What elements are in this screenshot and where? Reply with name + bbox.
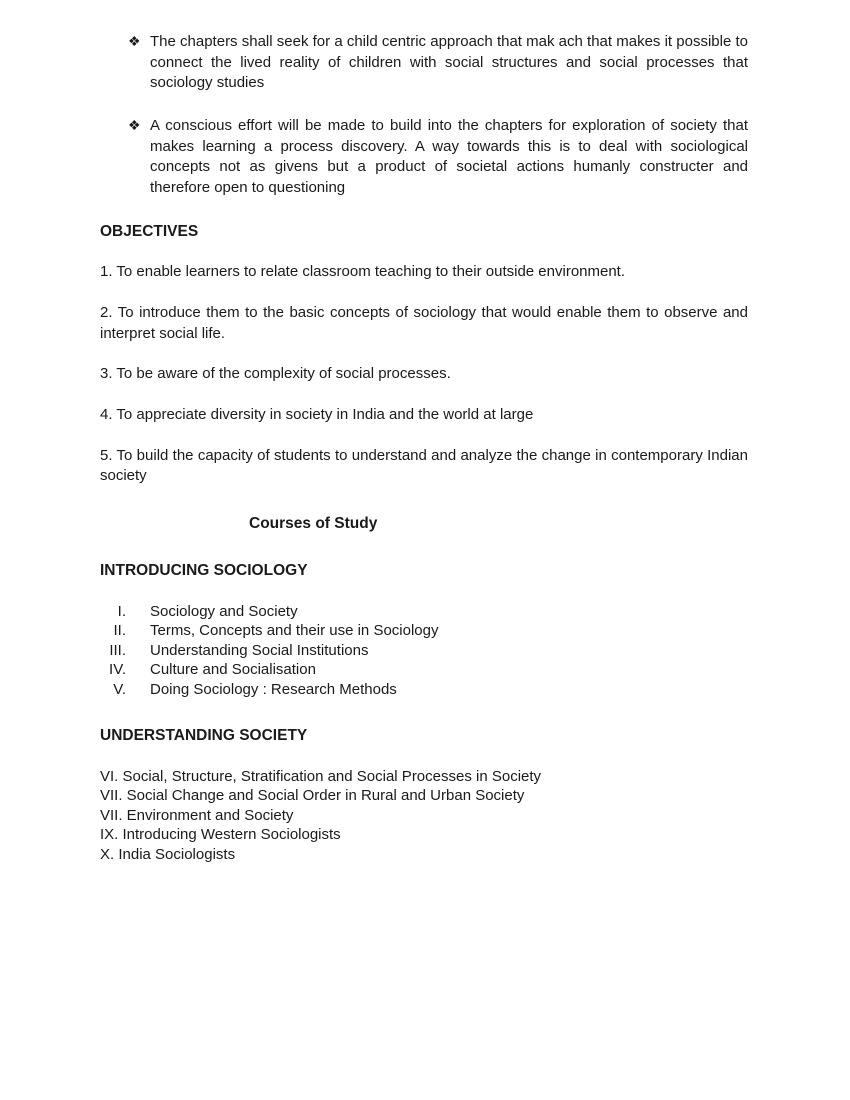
section-heading-objectives: OBJECTIVES: [100, 222, 199, 240]
list-item: [100, 680, 748, 700]
list-item: [100, 660, 748, 680]
objective-item: 1. To enable learners to relate classroom teaching to their outside environment.: [100, 263, 626, 281]
introducing-sociology-list: [100, 602, 748, 700]
list-item-numeral: V.: [113, 680, 126, 698]
diamond-bullet-icon: ❖: [128, 33, 141, 49]
list-item-label: Sociology and Society: [150, 602, 298, 620]
list-item: X. India Sociologists: [100, 845, 236, 863]
list-item-label: Culture and Socialisation: [150, 661, 316, 679]
bullet-item: [128, 116, 748, 199]
objective-item: 4. To appreciate diversity in society in India and the world at large: [100, 405, 534, 423]
list-item: IX. Introducing Western Sociologists: [100, 826, 341, 844]
list-item-numeral: II.: [113, 622, 126, 640]
list-item-label: Doing Sociology : Research Methods: [150, 680, 397, 698]
bullet-item: [128, 32, 748, 94]
section-heading-introducing-sociology: INTRODUCING SOCIOLOGY: [100, 562, 308, 580]
list-item-label: Understanding Social Institutions: [150, 641, 369, 659]
section-heading-understanding-society: UNDERSTANDING SOCIETY: [100, 727, 308, 745]
list-item: [100, 641, 748, 661]
objective-item: 3. To be aware of the complexity of social processes.: [100, 365, 451, 383]
list-item-label: Terms, Concepts and their use in Sociology: [150, 622, 439, 640]
diamond-bullet-icon: ❖: [128, 117, 141, 134]
list-item-numeral: I.: [117, 602, 126, 620]
bullet-text: A conscious effort will be made to build into the chapters for exploration of society that makes learning a process discovery. A way towards this is to deal with sociological concepts not as givens but a product of societal actions humanly constructer and therefore open to questioning: [150, 117, 748, 197]
list-item: [100, 621, 748, 641]
list-item: VII. Environment and Society: [100, 806, 294, 824]
courses-of-study-heading: Courses of Study: [249, 515, 378, 532]
objective-item: 5. To build the capacity of students to understand and analyze the change in contemporary Indian society: [100, 446, 748, 485]
list-item: [100, 602, 748, 622]
list-item: VI. Social, Structure, Stratification and Social Processes in Society: [100, 767, 542, 785]
list-item-numeral: III.: [109, 641, 126, 659]
objective-item: 2. To introduce them to the basic concepts of sociology that would enable them to observe and interpret social life.: [100, 303, 748, 342]
list-item-numeral: IV.: [109, 661, 126, 679]
list-item: VII. Social Change and Social Order in Rural and Urban Society: [100, 787, 525, 805]
understanding-society-list: [100, 767, 748, 865]
bullet-text: The chapters shall seek for a child centric approach that mak ach that makes it possible to connect the lived reality of children with social structures and social processes that sociology studies: [150, 33, 748, 92]
